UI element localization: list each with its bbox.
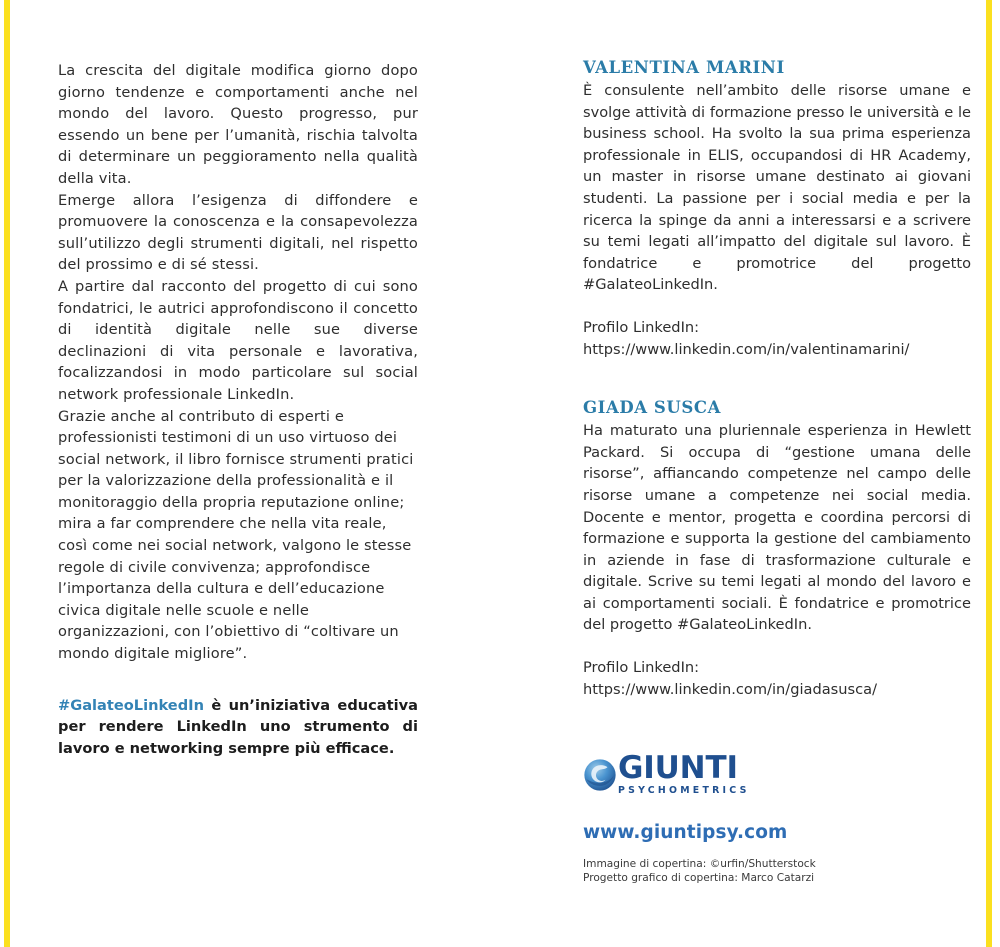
- profile-url[interactable]: https://www.linkedin.com/in/valentinamarini/: [583, 340, 910, 358]
- author-bio: Ha maturato una pluriennale esperienza in Hewlett Packard. Si occupa di “gestione umana delle risorse”, affiancando competenze nel campo delle risorse umane a competenze nei social media. Docente e mentor, progetta e coordina percorsi di formazione e supporta la gestione del cambiamento in aziende in fase di trasformazione culturale e digitale. Scrive su temi legati al mondo del lavoro e ai comportamenti sociali. È fondatrice e promotrice del progetto #GalateoLinkedIn.: [583, 422, 971, 634]
- profile-url[interactable]: https://www.linkedin.com/in/giadasusca/: [583, 680, 878, 698]
- blurb-paragraph-1: La crescita del digitale modifica giorno dopo giorno tendenze e comportamenti anche nel mondo del lavoro. Questo progresso, pur essendo un bene per l’umanità, rischia talvolta di determinare un peggioramento nella qualità della vita.: [58, 62, 418, 187]
- publisher-block: [583, 750, 973, 885]
- giunti-logo: [583, 750, 973, 796]
- cover-design-credit: Progetto grafico di copertina: Marco Catarzi: [583, 872, 815, 884]
- author-name-heading: VALENTINA MARINI: [583, 58, 785, 77]
- blurb-column: [58, 60, 418, 759]
- author-section-valentina-marini: [583, 58, 971, 360]
- left-edge-stripe: [4, 0, 10, 947]
- blurb-paragraph-4: Grazie anche al contributo di esperti e professionisti testimoni di un uso virtuoso dei social network, il libro fornisce strumenti pratici per la valorizzazione della professionalità e il monitoraggio della propria reputazione online; mira a far comprendere che nella vita reale, così come nei social network, valgono le stesse regole di civile convivenza; approfondisce l’importanza della cultura e dell’educazione civica digitale nelle scuole e nelle organizzazioni, con l’obiettivo di “coltivare un mondo digitale migliore”.: [58, 407, 414, 663]
- logo-title: GIUNTI: [618, 750, 738, 786]
- publisher-website[interactable]: www.giuntipsy.com: [583, 822, 788, 843]
- authors-column: [583, 58, 971, 700]
- galateolinkedin-hashtag: #GalateoLinkedIn: [58, 696, 204, 714]
- blurb-text-block: [58, 60, 418, 665]
- blurb-paragraph-2: Emerge allora l’esigenza di diffondere e promuovere la conoscenza e la consapevolezza sull’utilizzo degli strumenti digitali, nel rispetto del prossimo e di sé stessi.: [58, 191, 418, 274]
- cover-credits: [583, 857, 973, 885]
- initiative-highlight-text: è un’iniziativa educativa per rendere LinkedIn uno strumento di lavoro e networking sempre più efficace.: [58, 696, 418, 757]
- author-bio: È consulente nell’ambito delle risorse umane e svolge attività di formazione presso le università e le business school. Ha svolto la sua prima esperienza professionale in ELIS, occupandosi di HR Academy, un master in risorse umane destinato ai giovani studenti. La passione per i social media e per la ricerca la spinge da anni a interessarsi e a scrivere su temi legati all’impatto del digitale sul lavoro. È fondatrice e promotrice del progetto #GalateoLinkedIn.: [583, 82, 971, 294]
- profile-label: Profilo LinkedIn:: [583, 659, 700, 677]
- initiative-highlight-paragraph: [58, 695, 418, 760]
- profile-label: Profilo LinkedIn:: [583, 318, 700, 336]
- cover-image-credit: Immagine di copertina: ©urfin/Shutterstock: [583, 858, 816, 870]
- author-section-giada-susca: [583, 398, 971, 700]
- logo-subtitle: PSYCHOMETRICS: [618, 785, 750, 796]
- author-profile-block: [583, 657, 971, 700]
- right-edge-stripe: [986, 0, 992, 947]
- blurb-paragraph-3: A partire dal racconto del progetto di cui sono fondatrici, le autrici approfondiscono il concetto di identità digitale nelle sue diverse declinazioni di vita personale e lavorativa, focalizzandosi in modo particolare sul social network professionale LinkedIn.: [58, 277, 418, 403]
- author-name-heading: GIADA SUSCA: [583, 398, 721, 418]
- giunti-wordmark: [618, 750, 750, 796]
- globe-swirl-icon: [583, 758, 617, 792]
- author-profile-block: [583, 317, 971, 360]
